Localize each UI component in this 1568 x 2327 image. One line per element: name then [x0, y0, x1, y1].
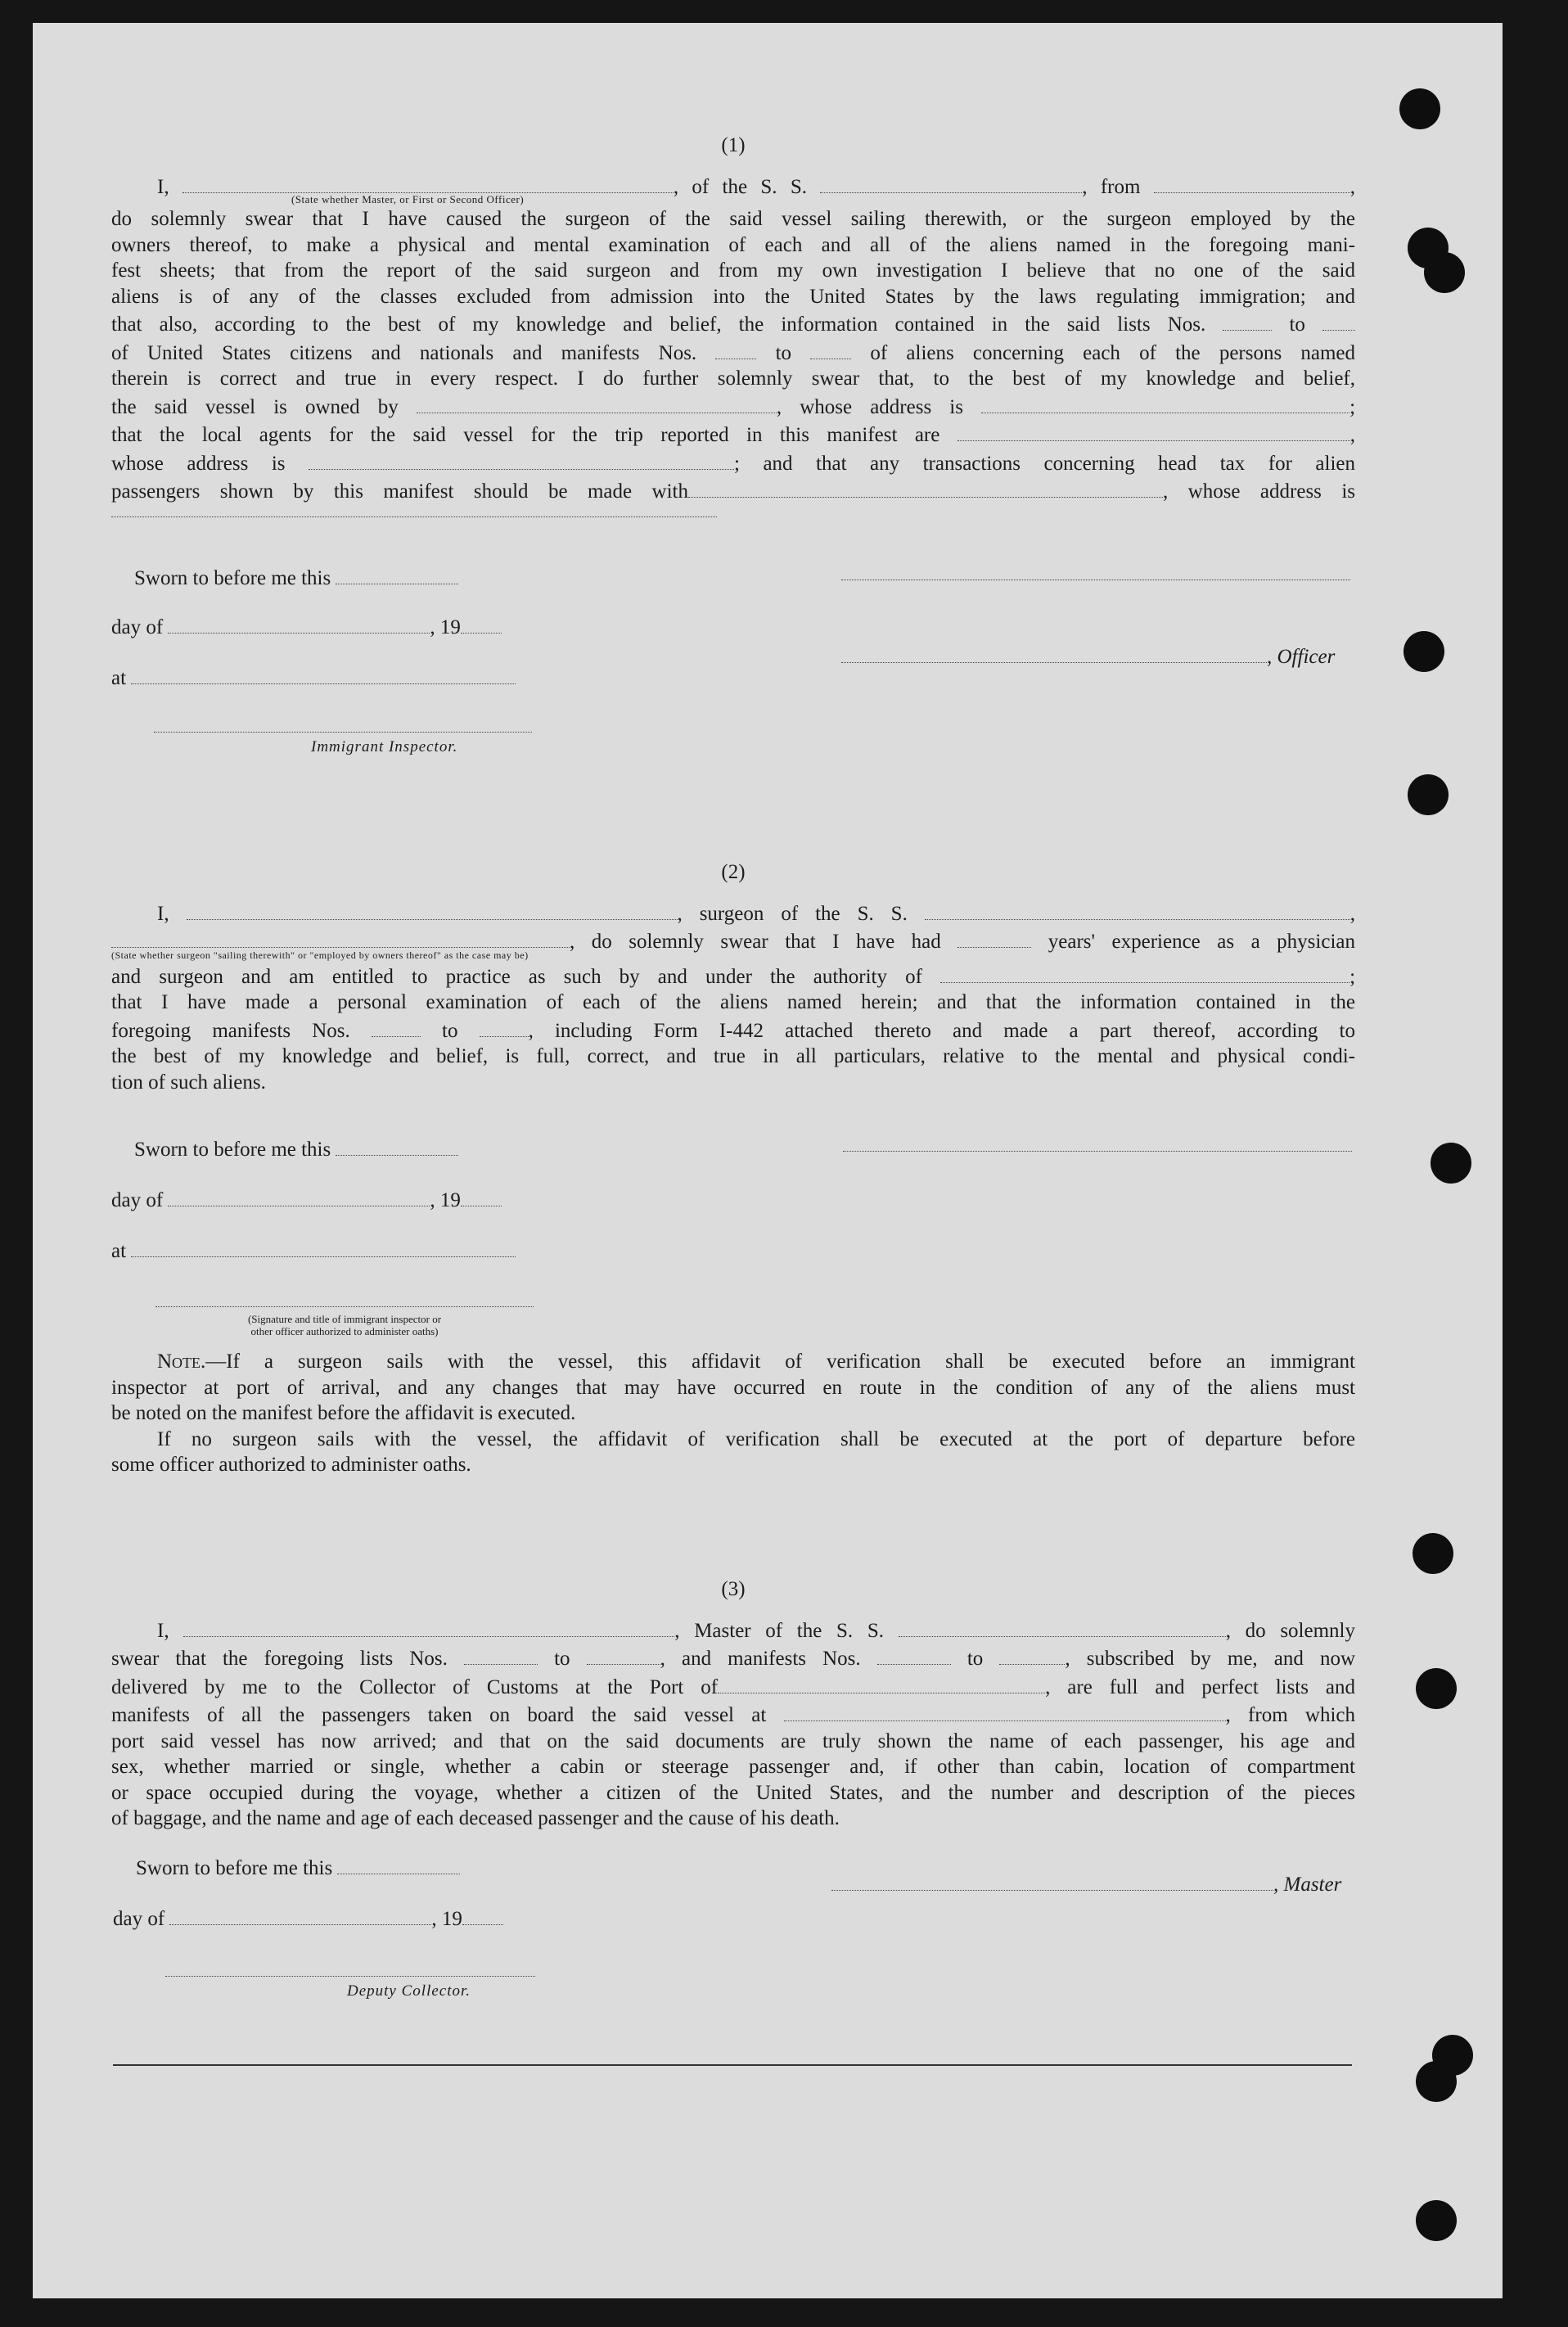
- section-1: (1) I, , of the S. S. , from , (State whether Master, or First or Second Officer) do solemnly swear that I have caused the surgeon of the said vessel sailing therewith, or the surgeon employed by the owners thereof, to make a physical and mental examination of each and all of the aliens named in the foregoing mani- fest sheets; that from the report of the said surgeon and from my own investigation I believe that no one of the said aliens is of any of the classes excluded from admission into the United States by the laws regulating immigration; and that also, according to the best of my knowledge and belief, the information contained in the said lists Nos. to of United States citizens and nationals and manifests Nos. to of aliens concerning each of the persons named therein is correct and true in every respect. I do further solemnly swear that, to the best of my knowledge and belief, the said vessel is owned by , whose address is ; that the local agents for the said vessel for the trip reported in this manifest are , whose address is ; and that any transactions concerning head tax for alien passengers shown by this manifest should be made with , whose address is: [111, 133, 1355, 517]
- line: that also, according to the best of my knowledge and belief, the information contained in the said lists Nos. to: [111, 309, 1355, 338]
- sworn-row: Sworn to before me this: [134, 563, 458, 590]
- section-2: (2) I, , surgeon of the S. S. , , do solemnly swear that I have had years' experience as a physician (State whether surgeon "sailing therewith" or "employed by owners thereof" as the case may be) and surgeon and am entitled to practice as such by and under the authority of ; that I have made a personal examination of each of the aliens named herein; and that the information contained in the foregoing manifests Nos. to , including Form I-442 attached thereto and made a part thereof, according to the best of my knowledge and belief, is full, correct, and true in all particulars, relative to the mental and physical condi- tion of such aliens.: [111, 861, 1356, 1094]
- manifests-from-field[interactable]: [372, 1016, 421, 1037]
- line: I, , Master of the S. S. , do solemnly: [111, 1616, 1355, 1644]
- line: the said vessel is owned by , whose address is ;: [111, 392, 1355, 421]
- bottom-rule: [113, 2064, 1352, 2066]
- year-field[interactable]: [461, 612, 502, 634]
- manifests-to-field[interactable]: [999, 1644, 1065, 1665]
- head-tax-contact-field[interactable]: [688, 476, 1163, 498]
- embarkation-port-field[interactable]: [784, 1700, 1226, 1721]
- field-note: (State whether surgeon "sailing therewith" or "employed by owners thereof" as the case may be): [111, 949, 529, 961]
- day-month-field[interactable]: [169, 1904, 431, 1925]
- officer-rank-field[interactable]: [182, 172, 674, 193]
- section-number: (1): [721, 134, 746, 156]
- sworn-date-field[interactable]: [337, 1853, 460, 1874]
- signature-caption: (Signature and title of immigrant inspector or other officer authorized to administer oaths): [247, 1313, 442, 1337]
- note-block: Note.—If a surgeon sails with the vessel, this affidavit of verification shall be executed before an immigrant inspector at port of arrival, and any changes that may have occurred en route in the condition of any of the aliens must be noted on the manifest before the affidavit is executed. If no surgeon sails with the vessel, the affidavit of verification shall be executed at the port of departure before some officer authorized to administer oaths.: [111, 1351, 1355, 1476]
- manifests-from-field[interactable]: [715, 338, 756, 359]
- lists-from-field[interactable]: [464, 1644, 538, 1665]
- agents-field[interactable]: [957, 420, 1350, 441]
- surgeon-name-field[interactable]: [187, 899, 678, 920]
- lists-to-field[interactable]: [1322, 309, 1355, 331]
- ship-name-field[interactable]: [899, 1616, 1226, 1637]
- line: of United States citizens and nationals and manifests Nos. to of aliens concerning each of the persons named: [111, 338, 1355, 367]
- inspector-caption: Immigrant Inspector.: [311, 738, 458, 755]
- punch-hole: [1416, 2200, 1457, 2241]
- field-note: (State whether Master, or First or Second Officer): [291, 193, 525, 205]
- officer-row: , Officer: [841, 642, 1335, 669]
- place-field[interactable]: [131, 663, 516, 684]
- officer-name-line[interactable]: [841, 579, 1350, 580]
- form-page: [33, 23, 1503, 2298]
- line: swear that the foregoing lists Nos. to , and manifests Nos. to , subscribed by me, and now: [111, 1644, 1355, 1672]
- day-row: day of , 19: [111, 1185, 502, 1212]
- agents-address-field[interactable]: [309, 449, 734, 470]
- master-row: , Master: [831, 1869, 1341, 1896]
- inspector-signature-line[interactable]: [154, 732, 532, 733]
- sworn-row: Sworn to before me this: [134, 1134, 458, 1161]
- day-month-field[interactable]: [168, 612, 430, 634]
- punch-hole: [1416, 2061, 1457, 2102]
- year-field[interactable]: [461, 1185, 502, 1206]
- surgeon-status-field[interactable]: [111, 927, 570, 948]
- punch-hole: [1431, 1143, 1471, 1184]
- manifests-to-field[interactable]: [810, 338, 851, 359]
- line: that the local agents for the said vessel for the trip reported in this manifest are ,: [111, 420, 1355, 449]
- at-row: at: [111, 663, 516, 690]
- authority-field[interactable]: [940, 962, 1349, 983]
- line: I, , surgeon of the S. S. ,: [111, 899, 1355, 927]
- line: I, , of the S. S. , from ,: [111, 172, 1355, 201]
- manifests-to-field[interactable]: [480, 1016, 529, 1037]
- master-name-field[interactable]: [183, 1616, 674, 1637]
- section-number: (2): [721, 861, 746, 883]
- from-port-field[interactable]: [1154, 172, 1350, 193]
- line: foregoing manifests Nos. to , including Form I-442 attached thereto and made a part thereof, according to: [111, 1016, 1355, 1044]
- sworn-row: Sworn to before me this: [136, 1853, 460, 1880]
- officer-signature-field[interactable]: [841, 642, 1267, 663]
- punch-hole: [1424, 252, 1465, 293]
- line: whose address is ; and that any transactions concerning head tax for alien: [111, 449, 1355, 477]
- line: passengers shown by this manifest should be made with , whose address is: [111, 476, 1355, 505]
- line: and surgeon and am entitled to practice as such by and under the authority of ;: [111, 962, 1355, 990]
- punch-hole: [1416, 1668, 1457, 1709]
- head-tax-address-field[interactable]: [111, 505, 717, 517]
- line: delivered by me to the Collector of Customs at the Port of , are full and perfect lists and: [111, 1672, 1355, 1701]
- master-signature-field[interactable]: [831, 1869, 1273, 1891]
- collector-caption: Deputy Collector.: [347, 1982, 471, 2000]
- punch-hole: [1413, 1533, 1453, 1574]
- year-field[interactable]: [462, 1904, 503, 1925]
- punch-hole: [1408, 774, 1449, 815]
- ship-name-field[interactable]: [820, 172, 1082, 193]
- surgeon-signature-line[interactable]: [843, 1151, 1352, 1152]
- ship-name-field[interactable]: [925, 899, 1350, 920]
- lists-to-field[interactable]: [587, 1644, 660, 1665]
- punch-hole: [1399, 88, 1440, 129]
- section-number: (3): [721, 1578, 746, 1600]
- line: Note.—If a surgeon sails with the vessel, this affidavit of verification shall be executed before an immigrant: [157, 1351, 1355, 1373]
- punch-hole: [1404, 631, 1444, 672]
- collector-signature-line[interactable]: [165, 1976, 535, 1977]
- lists-from-field[interactable]: [1223, 309, 1272, 331]
- place-field[interactable]: [131, 1236, 516, 1257]
- section-3: (3) I, , Master of the S. S. , do solemnly swear that the foregoing lists Nos. to , and manifests Nos. to , subscribed by me, and now delivered by me to the Collector of Customs at the Port of , are full and perfect lists and manifests of all the passengers taken on board the said vessel at , from which port said vessel has now arrived; and that on the said documents are truly shown the name of each passenger, his age and sex, whether married or single, whether a cabin or steerage passenger and, if other than cabin, location of compartment or space occupied during the voyage, whether a citizen of the United States, and the number and description of the pieces of baggage, and the name and age of each deceased passenger and the cause of his death.: [111, 1578, 1356, 1829]
- day-row: day of , 19: [111, 612, 502, 639]
- port-field[interactable]: [718, 1672, 1045, 1693]
- line: , do solemnly swear that I have had years' experience as a physician: [111, 927, 1355, 955]
- day-row: day of , 19: [113, 1904, 503, 1931]
- owner-address-field[interactable]: [981, 392, 1349, 413]
- day-month-field[interactable]: [168, 1185, 430, 1206]
- line: manifests of all the passengers taken on board the said vessel at , from which: [111, 1700, 1355, 1729]
- at-row: at: [111, 1236, 516, 1263]
- owner-field[interactable]: [417, 392, 777, 413]
- inspector-signature-line[interactable]: [155, 1306, 534, 1307]
- sworn-date-field[interactable]: [336, 1134, 458, 1156]
- manifests-from-field[interactable]: [877, 1644, 951, 1665]
- sworn-date-field[interactable]: [336, 563, 458, 584]
- years-field[interactable]: [957, 927, 1031, 948]
